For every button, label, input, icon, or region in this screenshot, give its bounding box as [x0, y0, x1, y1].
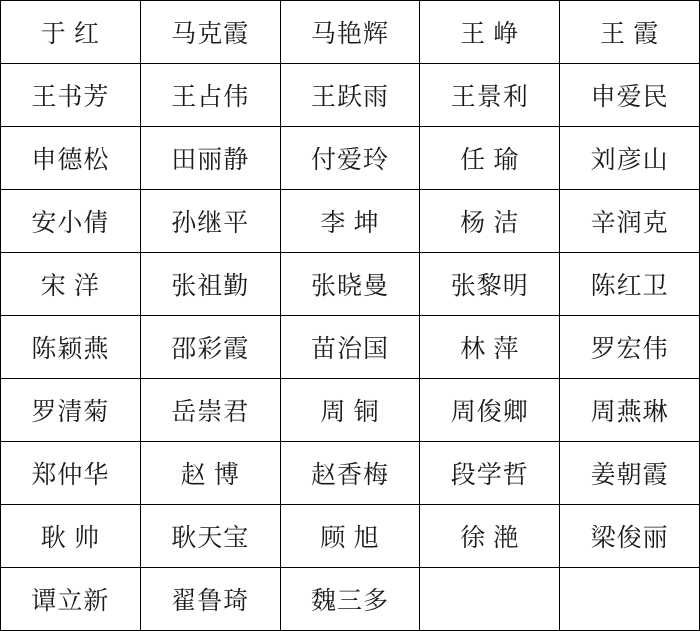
- name-cell: 于 红: [1, 1, 141, 64]
- empty-cell: [560, 568, 700, 631]
- name-cell: 郑仲华: [1, 442, 141, 505]
- name-cell: 马艳辉: [280, 1, 420, 64]
- empty-cell: [420, 568, 560, 631]
- name-cell: 姜朝霞: [560, 442, 700, 505]
- name-cell: 刘彦山: [560, 127, 700, 190]
- name-cell: 申德松: [1, 127, 141, 190]
- name-cell: 岳崇君: [140, 379, 280, 442]
- name-cell: 王 霞: [560, 1, 700, 64]
- name-cell: 翟鲁琦: [140, 568, 280, 631]
- name-cell: 李 坤: [280, 190, 420, 253]
- name-cell: 魏三多: [280, 568, 420, 631]
- name-cell: 张晓曼: [280, 253, 420, 316]
- name-cell: 罗清菊: [1, 379, 141, 442]
- table-row: [1, 190, 700, 253]
- name-cell: 耿 帅: [1, 505, 141, 568]
- table-row: [1, 379, 700, 442]
- table-row: [1, 505, 700, 568]
- name-cell: 马克霞: [140, 1, 280, 64]
- name-cell: 陈红卫: [560, 253, 700, 316]
- table-row: [1, 442, 700, 505]
- table-row: [1, 127, 700, 190]
- name-cell: 周 铜: [280, 379, 420, 442]
- table-row: [1, 253, 700, 316]
- name-cell: 张黎明: [420, 253, 560, 316]
- name-cell: 宋 洋: [1, 253, 141, 316]
- name-cell: 林 萍: [420, 316, 560, 379]
- table-row: [1, 1, 700, 64]
- name-cell: 赵 博: [140, 442, 280, 505]
- name-cell: 安小倩: [1, 190, 141, 253]
- name-cell: 梁俊丽: [560, 505, 700, 568]
- name-cell: 谭立新: [1, 568, 141, 631]
- name-cell: 杨 洁: [420, 190, 560, 253]
- name-cell: 段学哲: [420, 442, 560, 505]
- name-cell: 付爱玲: [280, 127, 420, 190]
- name-cell: 王景利: [420, 64, 560, 127]
- name-cell: 辛润克: [560, 190, 700, 253]
- name-cell: 邵彩霞: [140, 316, 280, 379]
- name-cell: 周燕琳: [560, 379, 700, 442]
- name-cell: 耿天宝: [140, 505, 280, 568]
- name-cell: 徐 滟: [420, 505, 560, 568]
- table-row: [1, 568, 700, 631]
- name-cell: 田丽静: [140, 127, 280, 190]
- name-cell: 申爱民: [560, 64, 700, 127]
- name-cell: 王跃雨: [280, 64, 420, 127]
- name-cell: 苗治国: [280, 316, 420, 379]
- table-row: [1, 316, 700, 379]
- name-cell: 罗宏伟: [560, 316, 700, 379]
- name-cell: 赵香梅: [280, 442, 420, 505]
- name-cell: 王书芳: [1, 64, 141, 127]
- name-cell: 任 瑜: [420, 127, 560, 190]
- name-cell: 陈颖燕: [1, 316, 141, 379]
- name-cell: 顾 旭: [280, 505, 420, 568]
- name-cell: 王 峥: [420, 1, 560, 64]
- name-cell: 孙继平: [140, 190, 280, 253]
- name-cell: 王占伟: [140, 64, 280, 127]
- table-row: [1, 64, 700, 127]
- name-cell: 张祖勤: [140, 253, 280, 316]
- name-cell: 周俊卿: [420, 379, 560, 442]
- table-body: [1, 1, 700, 631]
